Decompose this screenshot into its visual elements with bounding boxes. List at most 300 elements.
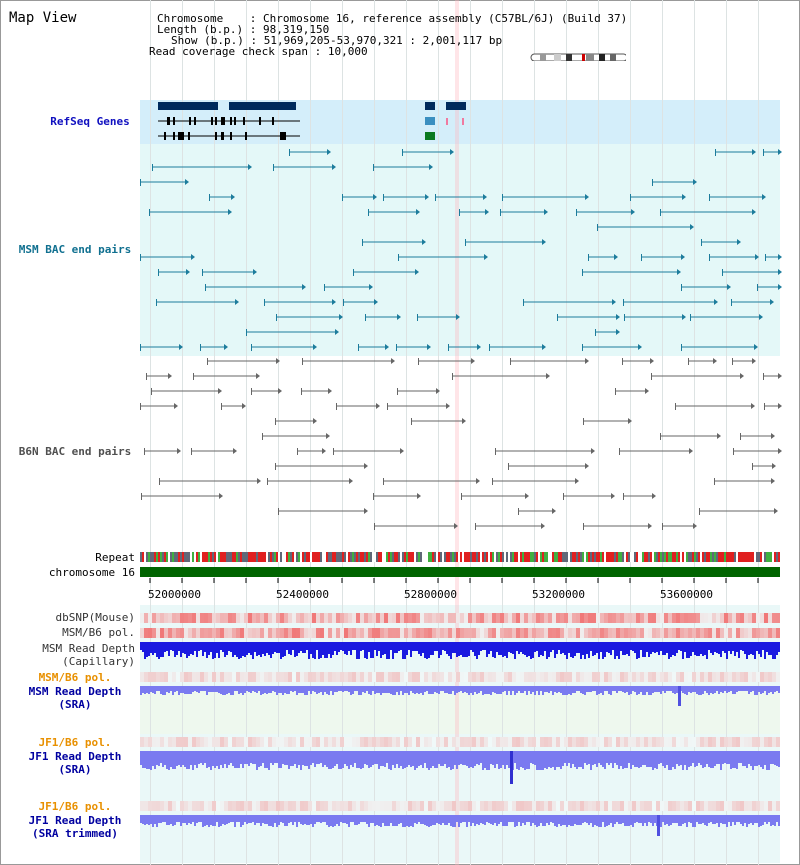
msm-sra-depth-bar (778, 686, 780, 693)
msm-sra-depth-bar (188, 686, 190, 694)
msm-cap-depth-bar (690, 642, 692, 656)
repeat-segment (342, 552, 344, 562)
jf1-sra-depth-bar (716, 751, 718, 764)
jf1-sra-depth-bar (474, 751, 476, 766)
polymorphism-cell (692, 672, 696, 682)
polymorphism-cell (696, 628, 700, 638)
polymorphism-cell (328, 672, 332, 682)
jf1-sra-depth-bar (520, 751, 522, 767)
msm-sra-depth-bar (380, 686, 382, 695)
msm-bac-pair-end (557, 314, 558, 321)
polymorphism-cell (436, 737, 440, 747)
polymorphism-cell (744, 801, 748, 811)
b6n-bac-pair-arrow (233, 448, 237, 454)
jf1-sra-depth-bar (194, 751, 196, 765)
jf1-sra-depth-bar (538, 751, 540, 770)
jf1-sra-depth-bar (442, 751, 444, 766)
repeat-segment (592, 552, 594, 562)
jf1-trim-depth-bar (270, 815, 272, 826)
jf1-sra-depth-bar (238, 751, 240, 768)
polymorphism-cell (180, 801, 184, 811)
msm-sra-depth-bar (160, 686, 162, 694)
msm-bac-pair-end (156, 299, 157, 306)
polymorphism-cell (536, 628, 540, 638)
polymorphism-cell (752, 801, 756, 811)
jf1-sra-depth-bar (224, 751, 226, 764)
jf1-trim-depth-bar (286, 815, 288, 826)
msm-sra-depth-bar (500, 686, 502, 694)
polymorphism-cell (608, 801, 612, 811)
msm-cap-depth-bar (612, 642, 614, 650)
jf1-sra-depth-bar (200, 751, 202, 763)
msm-sra-depth-bar (306, 686, 308, 695)
msm-cap-depth-bar (582, 642, 584, 655)
track-label-b6n-bac[interactable]: B6N BAC end pairs (18, 445, 132, 458)
msm-cap-depth-bar (362, 642, 364, 650)
msm-sra-depth-bar (206, 686, 208, 695)
msm-bac-pair-end (641, 254, 642, 261)
polymorphism-cell (560, 737, 564, 747)
polymorphism-cell (604, 801, 608, 811)
msm-sra-depth-bar (498, 686, 500, 694)
track-label-refseq[interactable]: RefSeq Genes (50, 115, 130, 128)
polymorphism-cell (604, 737, 608, 747)
polymorphism-cell (492, 801, 496, 811)
polymorphism-cell (304, 613, 308, 623)
polymorphism-cell (456, 628, 460, 638)
jf1-sra-depth-bar (518, 751, 520, 770)
polymorphism-cell (504, 672, 508, 682)
polymorphism-cell (192, 628, 196, 638)
polymorphism-cell (656, 628, 660, 638)
polymorphism-cell (632, 672, 636, 682)
repeat-segment (180, 552, 182, 562)
jf1-sra-depth-bar (230, 751, 232, 763)
polymorphism-cell (168, 613, 172, 623)
b6n-bac-pair-end (275, 418, 276, 425)
polymorphism-cell (200, 628, 204, 638)
polymorphism-cell (708, 672, 712, 682)
polymorphism-cell (140, 628, 144, 638)
b6n-bac-pair-arrow (611, 493, 615, 499)
polymorphism-cell (284, 628, 288, 638)
polymorphism-cell (188, 672, 192, 682)
polymorphism-cell (452, 801, 456, 811)
jf1-trim-depth-bar (462, 815, 464, 822)
repeat-segment (532, 552, 534, 562)
msm-cap-depth-bar (218, 642, 220, 658)
polymorphism-cell (528, 613, 532, 623)
jf1-trim-depth-bar (628, 815, 630, 826)
repeat-segment (772, 552, 774, 562)
polymorphism-cell (680, 672, 684, 682)
msm-bac-pair-arrow (614, 254, 618, 260)
b6n-bac-pair-end (146, 373, 147, 380)
msm-sra-depth-bar (576, 686, 578, 691)
jf1-sra-depth-bar (722, 751, 724, 764)
polymorphism-cell (684, 801, 688, 811)
msm-sra-depth-bar (422, 686, 424, 695)
msm-sra-depth-bar (460, 686, 462, 691)
jf1-sra-depth-bar (424, 751, 426, 763)
polymorphism-cell (632, 737, 636, 747)
polymorphism-cell (236, 801, 240, 811)
jf1-sra-depth-bar (348, 751, 350, 769)
polymorphism-cell (552, 672, 556, 682)
repeat-segment (576, 552, 578, 562)
msm-sra-depth-bar (234, 686, 236, 691)
repeat-segment (712, 552, 714, 562)
jf1-trim-depth-bar (376, 815, 378, 825)
jf1-trim-depth-bar (150, 815, 152, 824)
polymorphism-cell (408, 737, 412, 747)
jf1-sra-depth-bar (572, 751, 574, 764)
repeat-segment (496, 552, 498, 562)
jf1-trim-depth-bar (692, 815, 694, 827)
polymorphism-cell (340, 801, 344, 811)
polymorphism-cell (388, 628, 392, 638)
jf1-trim-depth-bar (210, 815, 212, 825)
jf1-trim-depth-bar (176, 815, 178, 822)
jf1-trim-depth-bar (304, 815, 306, 824)
jf1-trim-depth-bar (640, 815, 642, 823)
jf1-trim-depth-bar (160, 815, 162, 823)
jf1-trim-depth-bar (452, 815, 454, 827)
msm-cap-depth-bar (426, 642, 428, 659)
polymorphism-cell (440, 737, 444, 747)
polymorphism-cell (776, 672, 780, 682)
repeat-segment (490, 552, 492, 562)
msm-cap-depth-bar (702, 642, 704, 656)
jf1-trim-depth-bar (230, 815, 232, 822)
jf1-trim-depth-bar (712, 815, 714, 824)
polymorphism-cell (492, 672, 496, 682)
repeat-segment (326, 552, 328, 562)
jf1-sra-depth-bar (398, 751, 400, 768)
jf1-sra-depth-bar (494, 751, 496, 768)
msm-sra-depth-bar (282, 686, 284, 695)
repeat-segment (762, 552, 764, 562)
polymorphism-cell (420, 801, 424, 811)
repeat-segment (698, 552, 700, 562)
msm-cap-depth-bar (142, 642, 144, 652)
refseq-exon (230, 117, 232, 125)
repeat-segment (172, 552, 174, 562)
b6n-bac-pair-end (193, 373, 194, 380)
msm-cap-depth-bar (308, 642, 310, 659)
polymorphism-cell (720, 801, 724, 811)
repeat-segment (162, 552, 164, 562)
repeat-segment (736, 552, 738, 562)
msm-sra-depth-bar (162, 686, 164, 695)
b6n-bac-pair-end (302, 358, 303, 365)
repeat-segment (720, 552, 722, 562)
repeat-segment (658, 552, 660, 562)
repeat-segment (152, 552, 154, 562)
polymorphism-cell (580, 672, 584, 682)
polymorphism-cell (748, 801, 752, 811)
polymorphism-cell (660, 801, 664, 811)
msm-sra-depth-bar (388, 686, 390, 693)
polymorphism-cell (540, 628, 544, 638)
polymorphism-cell (388, 737, 392, 747)
polymorphism-cell (396, 613, 400, 623)
polymorphism-cell (512, 801, 516, 811)
repeat-segment (334, 552, 336, 562)
jf1-sra-depth-bar (750, 751, 752, 766)
repeat-segment (198, 552, 200, 562)
repeat-segment (662, 552, 664, 562)
msm-sra-depth-bar (246, 686, 248, 691)
msm-bac-pair-arrow (762, 194, 766, 200)
polymorphism-cell (680, 613, 684, 623)
polymorphism-cell (208, 672, 212, 682)
polymorphism-cell (452, 672, 456, 682)
repeat-segment (432, 552, 434, 562)
jf1-sra-depth-bar (240, 751, 242, 764)
msm-sra-depth-bar (378, 686, 380, 693)
polymorphism-cell (772, 672, 776, 682)
jf1-trim-depth-bar (582, 815, 584, 823)
msm-sra-depth-bar (508, 686, 510, 691)
msm-sra-depth-bar (526, 686, 528, 695)
msm-sra-depth-bar (488, 686, 490, 694)
repeat-segment (402, 552, 404, 562)
b6n-bac-pair-end (619, 448, 620, 455)
polymorphism-cell (172, 801, 176, 811)
jf1-sra-depth-bar (600, 751, 602, 765)
repeat-segment (230, 552, 232, 562)
polymorphism-cell (648, 737, 652, 747)
jf1-trim-depth-bar (588, 815, 590, 825)
polymorphism-cell (696, 737, 700, 747)
b6n-bac-pair-arrow (591, 448, 595, 454)
polymorphism-cell (312, 628, 316, 638)
jf1-trim-depth-bar (684, 815, 686, 823)
msm-sra-depth-bar (320, 686, 322, 692)
repeat-segment (458, 552, 460, 562)
polymorphism-cell (568, 737, 572, 747)
jf1-sra-depth-bar (770, 751, 772, 764)
polymorphism-cell (584, 737, 588, 747)
jf1-sra-depth-bar (346, 751, 348, 766)
repeat-segment (366, 552, 368, 562)
msm-sra-depth-bar (348, 686, 350, 692)
polymorphism-cell (632, 801, 636, 811)
jf1-sra-depth-bar (450, 751, 452, 770)
msm-sra-depth-bar (742, 686, 744, 691)
jf1-trim-depth-bar (208, 815, 210, 827)
jf1-trim-depth-bar (348, 815, 350, 827)
repeat-segment (428, 552, 430, 562)
polymorphism-cell (664, 801, 668, 811)
track-label-msm-bac[interactable]: MSM BAC end pairs (18, 243, 132, 256)
jf1-trim-depth-bar (754, 815, 756, 823)
jf1-trim-depth-bar (460, 815, 462, 823)
polymorphism-cell (744, 737, 748, 747)
msm-cap-depth-bar (746, 642, 748, 659)
jf1-sra-depth-bar (466, 751, 468, 766)
polymorphism-cell (480, 613, 484, 623)
jf1-trim-depth-bar (396, 815, 398, 826)
polymorphism-cell (576, 801, 580, 811)
jf1-trim-depth-bar (718, 815, 720, 827)
polymorphism-cell (272, 801, 276, 811)
polymorphism-cell (180, 737, 184, 747)
polymorphism-cell (372, 801, 376, 811)
jf1-sra-depth-bar (516, 751, 518, 769)
msm-sra-depth-bar (222, 686, 224, 695)
msm-sra-depth-bar (326, 686, 328, 694)
polymorphism-cell (720, 672, 724, 682)
polymorphism-cell (440, 672, 444, 682)
repeat-segment (246, 552, 248, 562)
polymorphism-cell (212, 737, 216, 747)
track-label-jf1-b6-pol: JF1/B6 pol. (38, 736, 112, 749)
msm-bac-pair-end (757, 284, 758, 291)
polymorphism-cell (432, 737, 436, 747)
msm-cap-depth-bar (630, 642, 632, 650)
repeat-segment (290, 552, 292, 562)
refseq-exon (221, 132, 223, 140)
msm-sra-depth-bar (534, 686, 536, 695)
msm-sra-depth-bar (186, 686, 188, 694)
msm-sra-depth-bar (286, 686, 288, 694)
b6n-bac-pair-arrow (326, 433, 330, 439)
msm-cap-depth-bar (144, 642, 146, 659)
jf1-sra-depth-bar (658, 751, 660, 764)
polymorphism-cell (312, 613, 316, 623)
msm-cap-depth-bar (408, 642, 410, 650)
repeat-segment (470, 552, 472, 562)
polymorphism-cell (720, 613, 724, 623)
jf1-trim-depth-bar (146, 815, 148, 824)
msm-bac-pair-end (289, 149, 290, 156)
msm-bac-pair-arrow (374, 299, 378, 305)
msm-cap-depth-bar (390, 642, 392, 650)
polymorphism-cell (500, 628, 504, 638)
msm-sra-depth-bar (682, 686, 684, 693)
b6n-bac-pair-arrow (541, 523, 545, 529)
repeat-segment (240, 552, 242, 562)
polymorphism-cell (668, 613, 672, 623)
polymorphism-cell (660, 628, 664, 638)
polymorphism-cell (700, 737, 704, 747)
jf1-trim-depth-bar (424, 815, 426, 825)
b6n-bac-pair-end (140, 403, 141, 410)
repeat-segment (512, 552, 514, 562)
msm-cap-depth-bar (466, 642, 468, 657)
jf1-sra-depth-bar (212, 751, 214, 766)
jf1-trim-depth-bar (630, 815, 632, 825)
jf1-trim-depth-bar (236, 815, 238, 822)
polymorphism-cell (684, 628, 688, 638)
repeat-segment (320, 552, 322, 562)
polymorphism-cell (324, 628, 328, 638)
msm-sra-depth-bar (258, 686, 260, 691)
repeat-segment (140, 552, 142, 562)
jf1-trim-depth-bar (300, 815, 302, 824)
msm-cap-depth-bar (278, 642, 280, 653)
chromosome-ideogram[interactable] (530, 53, 626, 61)
msm-sra-depth-bar (318, 686, 320, 693)
polymorphism-cell (760, 737, 764, 747)
msm-sra-depth-bar (412, 686, 414, 693)
polymorphism-cell (312, 737, 316, 747)
msm-cap-depth-bar (364, 642, 366, 658)
repeat-segment (312, 552, 314, 562)
polymorphism-cell (260, 737, 264, 747)
msm-cap-depth-bar (454, 642, 456, 653)
msm-cap-depth-bar (610, 642, 612, 655)
repeat-segment (446, 552, 448, 562)
jf1-trim-depth-bar (446, 815, 448, 825)
msm-sra-depth-bar (556, 686, 558, 693)
polymorphism-cell (496, 672, 500, 682)
msm-cap-depth-bar (496, 642, 498, 652)
msm-cap-depth-bar (324, 642, 326, 658)
msm-bac-pair-arrow (483, 194, 487, 200)
b6n-bac-pair-arrow (575, 478, 579, 484)
msm-sra-depth-bar (174, 686, 176, 692)
msm-sra-depth-bar (480, 686, 482, 691)
jf1-sra-depth-bar (198, 751, 200, 764)
polymorphism-cell (620, 628, 624, 638)
repeat-segment (742, 552, 744, 562)
repeat-segment (482, 552, 484, 562)
repeat-segment (574, 552, 576, 562)
refseq-exon (182, 132, 184, 140)
polymorphism-cell (676, 801, 680, 811)
jf1-sra-depth-bar (250, 751, 252, 763)
b6n-bac-pair-arrow (546, 373, 550, 379)
polymorphism-cell (528, 801, 532, 811)
repeat-segment (448, 552, 450, 562)
polymorphism-cell (396, 737, 400, 747)
msm-sra-depth-bar (390, 686, 392, 694)
jf1-sra-depth-bar (612, 751, 614, 768)
info-chromosome: Chromosome : Chromosome 16, reference assembly (C57BL/6J) (Build 37) (157, 12, 628, 25)
polymorphism-cell (612, 737, 616, 747)
jf1-sra-depth-bar (772, 751, 774, 764)
repeat-segment (586, 552, 588, 562)
msm-cap-depth-bar (150, 642, 152, 653)
msm-bac-pair-arrow (631, 209, 635, 215)
repeat-segment (382, 552, 384, 562)
jf1-sra-depth-bar (558, 751, 560, 767)
msm-cap-depth-bar (322, 642, 324, 655)
jf1-trim-depth-bar (492, 815, 494, 825)
polymorphism-cell (572, 672, 576, 682)
jf1-trim-depth-bar (258, 815, 260, 823)
jf1-sra-depth-bar (524, 751, 526, 770)
jf1-sra-depth-bar (358, 751, 360, 768)
jf1-sra-depth-bar (502, 751, 504, 765)
repeat-segment (526, 552, 528, 562)
b6n-bac-pair-end (651, 373, 652, 380)
jf1-trim-depth-bar (566, 815, 568, 827)
msm-sra-depth-bar (394, 686, 396, 695)
msm-bac-pair-arrow (616, 314, 620, 320)
polymorphism-cell (468, 737, 472, 747)
polymorphism-cell (436, 801, 440, 811)
polymorphism-cell (384, 672, 388, 682)
jf1-trim-depth-bar (174, 815, 176, 825)
msm-sra-depth-bar (712, 686, 714, 694)
msm-cap-depth-bar (726, 642, 728, 659)
jf1-sra-depth-bar (436, 751, 438, 768)
b6n-bac-pair-arrow (278, 388, 282, 394)
